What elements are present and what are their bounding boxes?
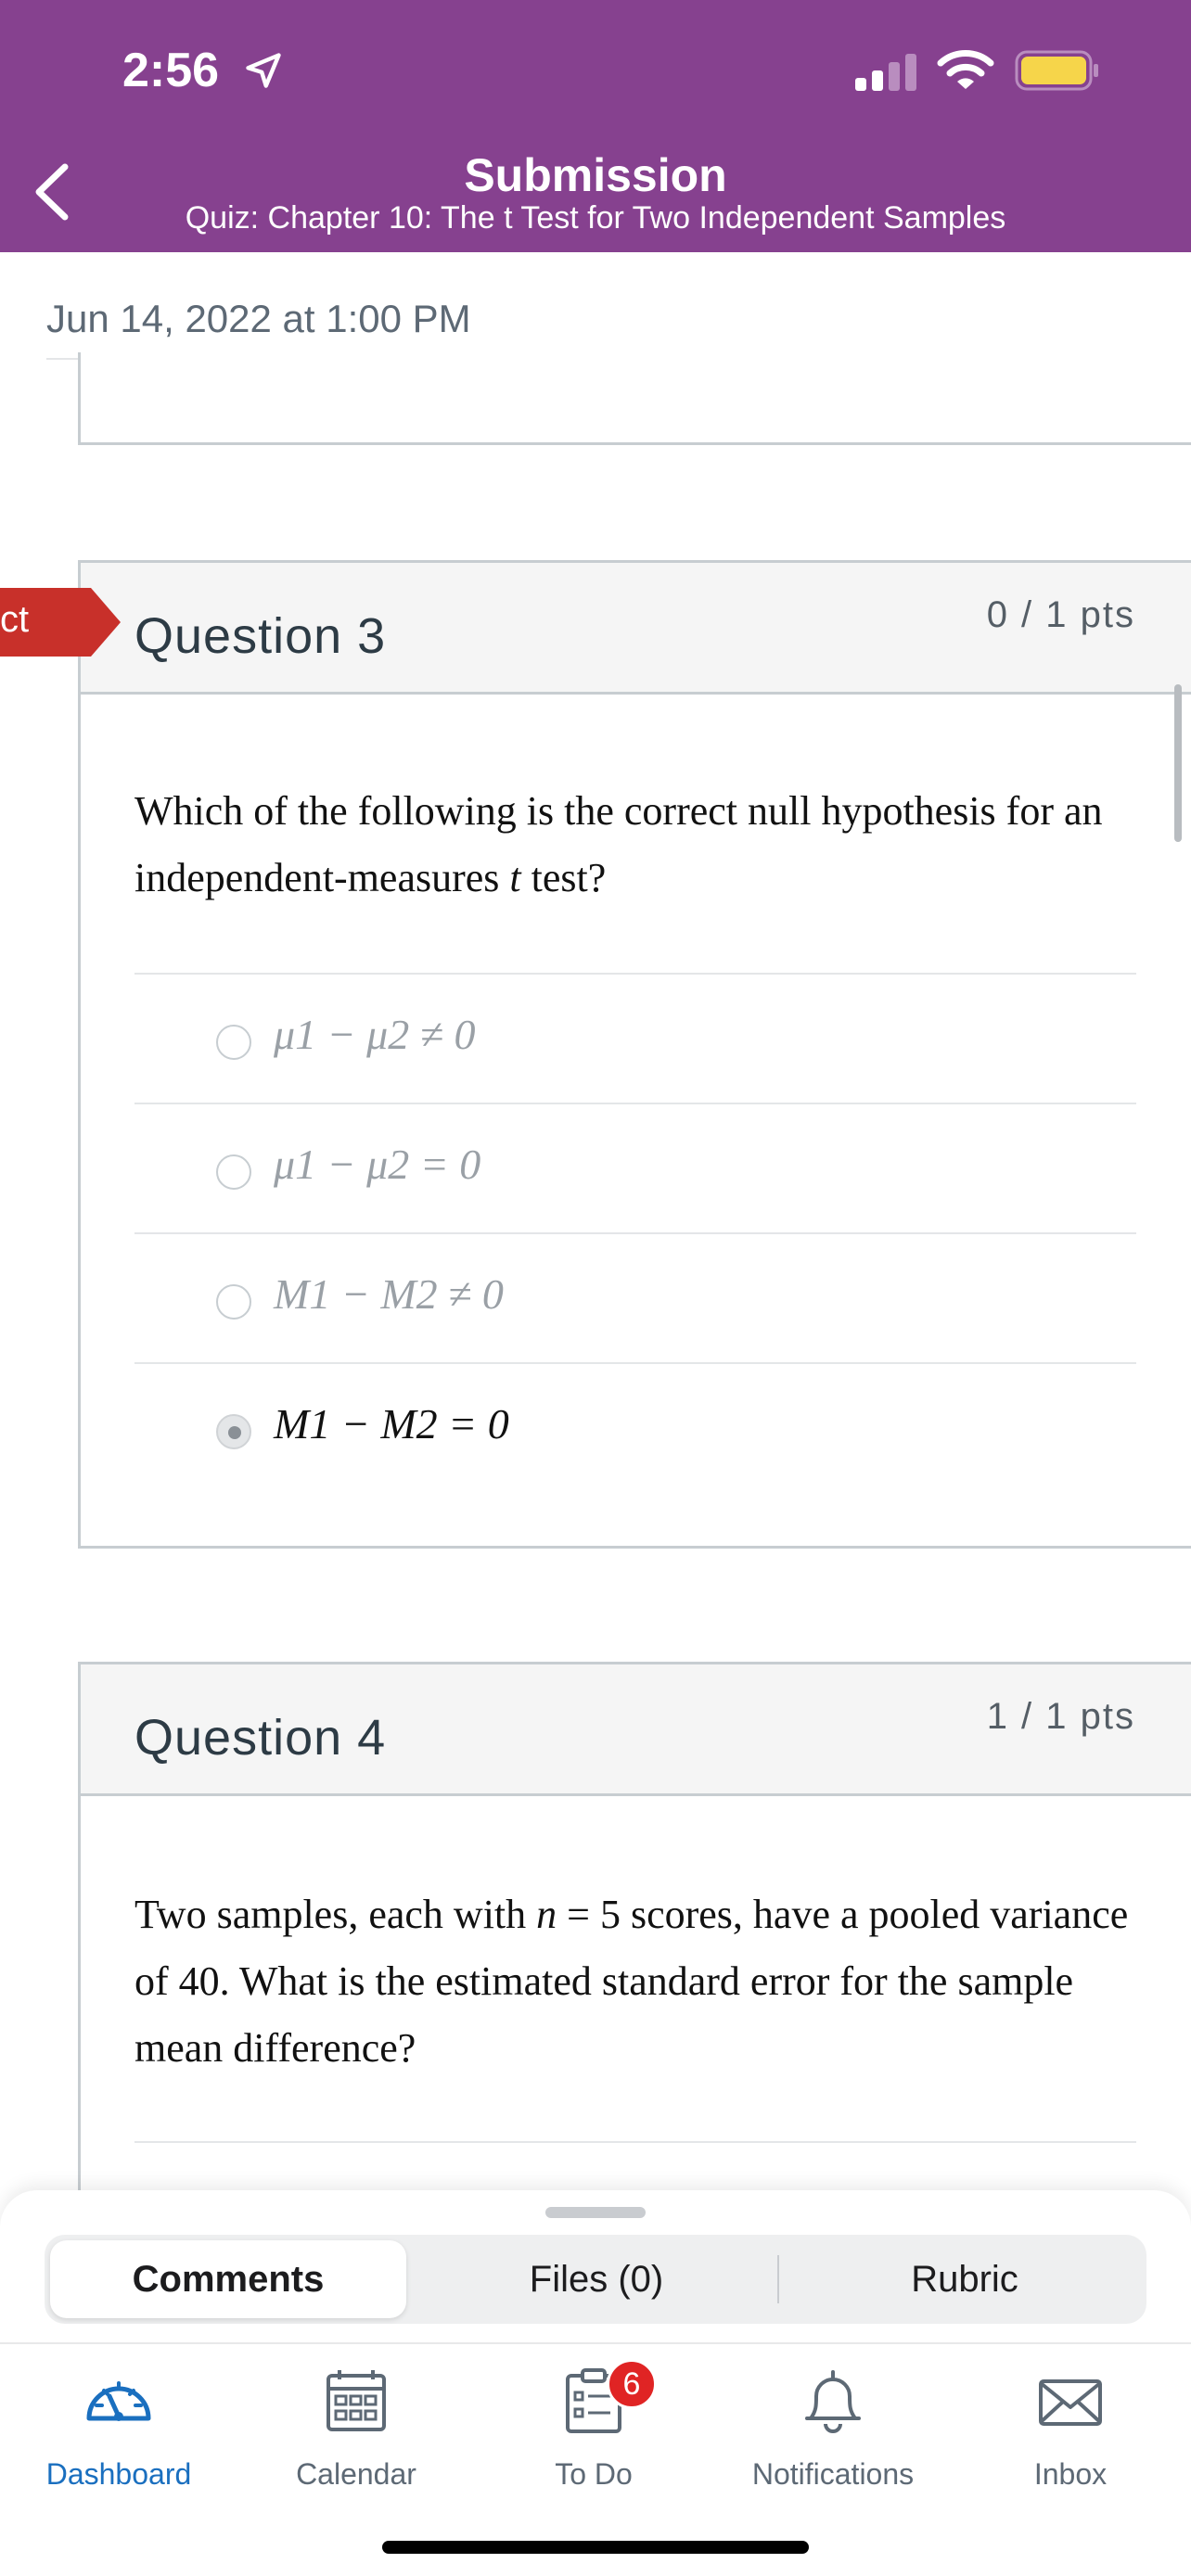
scrollbar[interactable] <box>1174 684 1182 842</box>
tab-todo[interactable] <box>475 2355 712 2494</box>
status-time: 2:56 <box>122 44 220 97</box>
divider <box>0 2342 1191 2344</box>
answer-text: M1 − M2 = 0 <box>274 1400 509 1447</box>
question-points: 0 / 1 pts <box>986 594 1135 635</box>
segment-files[interactable]: Files (0) <box>529 2258 664 2300</box>
bell-icon <box>796 2365 870 2439</box>
question-header <box>81 563 1191 695</box>
location-arrow-icon <box>243 50 284 91</box>
answer-text: μ1 − μ2 ≠ 0 <box>274 1011 476 1058</box>
tab-label: Inbox <box>1033 2457 1108 2491</box>
segment-rubric[interactable]: Rubric <box>911 2258 1018 2300</box>
tab-label: To Do <box>555 2457 633 2491</box>
cellular-signal-icon <box>855 54 920 91</box>
tab-dashboard[interactable] <box>0 2355 237 2494</box>
radio-button[interactable] <box>216 1154 251 1190</box>
question-header <box>81 1664 1191 1796</box>
calendar-icon <box>319 2365 393 2439</box>
tab-notifications[interactable] <box>714 2355 952 2494</box>
ribbon-label: ct <box>0 599 30 640</box>
tab-inbox[interactable] <box>952 2355 1189 2494</box>
tab-label: Dashboard <box>45 2457 192 2491</box>
answer-option <box>134 1103 1136 1232</box>
radio-button-selected[interactable] <box>216 1414 251 1449</box>
radio-button[interactable] <box>216 1284 251 1320</box>
question-points: 1 / 1 pts <box>986 1696 1135 1737</box>
wifi-icon <box>937 48 994 91</box>
inbox-icon <box>1033 2365 1108 2439</box>
answer-text: μ1 − μ2 = 0 <box>274 1141 481 1188</box>
app-header <box>0 0 1191 252</box>
page-title: Submission <box>464 149 727 201</box>
question-text: Two samples, each with n = 5 scores, have a pooled variance of 40. What is the estimated standard error for the sample mean difference? <box>134 1892 1129 2071</box>
segment-comments[interactable]: Comments <box>50 2240 406 2318</box>
radio-button[interactable] <box>216 1025 251 1060</box>
sheet-grabber[interactable] <box>545 2207 646 2218</box>
page-subtitle: Quiz: Chapter 10: The t Test for Two Independent Samples <box>185 200 1006 236</box>
dashboard-icon <box>82 2365 156 2439</box>
question-title: Question 4 <box>134 1710 387 1766</box>
tab-label: Notifications <box>751 2457 915 2491</box>
bottom-sheet <box>0 2190 1191 2576</box>
tab-label: Calendar <box>296 2457 416 2491</box>
previous-question-card <box>78 352 1191 445</box>
answer-option <box>134 1232 1136 1362</box>
question-text: Which of the following is the correct null hypothesis for an independent-measures t test? <box>134 788 1103 900</box>
question-title: Question 3 <box>134 608 387 664</box>
segmented-control <box>45 2235 1146 2324</box>
segment-divider <box>777 2255 779 2303</box>
battery-icon <box>1015 50 1100 91</box>
todo-badge: 6 <box>607 2359 657 2409</box>
answer-option <box>134 973 1136 1103</box>
answer-text: M1 − M2 ≠ 0 <box>274 1270 504 1318</box>
question-card-3 <box>78 560 1191 1549</box>
home-indicator[interactable] <box>382 2541 809 2554</box>
submission-date: Jun 14, 2022 at 1:00 PM <box>46 297 471 340</box>
answer-option-selected <box>134 1362 1136 1492</box>
tab-calendar[interactable] <box>237 2355 475 2494</box>
